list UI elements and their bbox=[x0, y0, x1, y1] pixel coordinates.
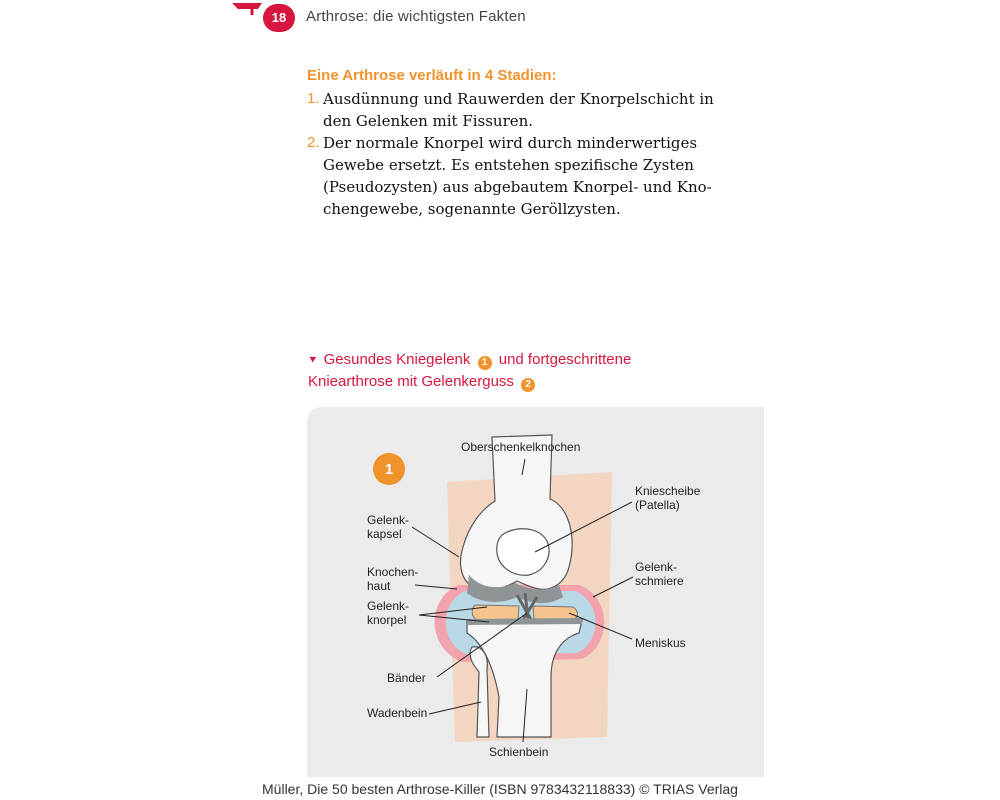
label-baender: Bänder bbox=[387, 671, 426, 685]
stage-number: 2. bbox=[307, 134, 320, 151]
label-schienbein: Schienbein bbox=[489, 745, 549, 759]
stage-text-line: (Pseudozysten) aus abgebautem Knorpel- und Kno- bbox=[323, 178, 712, 196]
stage-text-line: Der normale Knorpel wird durch minderwertiges bbox=[323, 134, 698, 152]
label-meniskus: Meniskus bbox=[635, 636, 686, 650]
footer-credit: Müller, Die 50 besten Arthrose-Killer (ISBN 9783432118833) © TRIAS Verlag bbox=[262, 781, 738, 797]
label-gelenkkapsel-2: kapsel bbox=[367, 527, 402, 541]
chevron-down-icon: ⯆ bbox=[308, 353, 318, 367]
stage-item bbox=[307, 88, 727, 132]
knee-illustration bbox=[307, 407, 764, 777]
label-gelenkknorpel: Gelenk- bbox=[367, 599, 410, 613]
caption-part1: Gesundes Kniegelenk bbox=[323, 351, 471, 368]
stage-number: 1. bbox=[307, 90, 320, 107]
label-kniescheibe-2: (Patella) bbox=[635, 498, 680, 512]
label-kniescheibe: Kniescheibe bbox=[635, 484, 701, 498]
stage-list bbox=[307, 88, 727, 220]
knee-diagram bbox=[307, 407, 764, 777]
figure-number-text: 1 bbox=[384, 461, 394, 478]
label-gelenkkapsel: Gelenk- bbox=[367, 513, 410, 527]
stage-text-line: chengewebe, sogenannte Geröllzysten. bbox=[323, 200, 621, 218]
label-gelenkknorpel-2: knorpel bbox=[367, 613, 407, 627]
label-gelenkschmiere: Gelenk- bbox=[635, 560, 678, 574]
stage-item bbox=[307, 132, 727, 220]
caption-part2: und fortgeschrittene bbox=[498, 351, 632, 368]
stage-text-line: den Gelenken mit Fissuren. bbox=[323, 112, 534, 130]
section-heading: Eine Arthrose verläuft in 4 Stadien: bbox=[307, 67, 557, 84]
figure-caption bbox=[308, 349, 728, 393]
caption-part3: Kniearthrose mit Gelenkerguss bbox=[308, 373, 514, 390]
figure-badge-1: 1 bbox=[478, 356, 492, 370]
stage-text-line: Gewebe ersetzt. Es entstehen spezifische Zysten bbox=[323, 156, 694, 174]
figure-badge-2: 2 bbox=[521, 378, 535, 392]
label-knochenhaut: Knochen- bbox=[367, 565, 419, 579]
label-gelenkschmiere-2: schmiere bbox=[635, 574, 684, 588]
meniscus-left-shape bbox=[472, 605, 519, 620]
label-knochenhaut-2: haut bbox=[367, 579, 391, 593]
label-wadenbein: Wadenbein bbox=[367, 706, 428, 720]
page-number: 18 bbox=[263, 4, 295, 32]
stage-text-line: Ausdünnung und Rauwerden der Knorpelschicht in bbox=[323, 90, 714, 108]
label-oberschenkel: Oberschenkelknochen bbox=[461, 440, 581, 454]
meniscus-right-shape bbox=[533, 606, 578, 620]
running-title: Arthrose: die wichtigsten Fakten bbox=[306, 8, 526, 25]
